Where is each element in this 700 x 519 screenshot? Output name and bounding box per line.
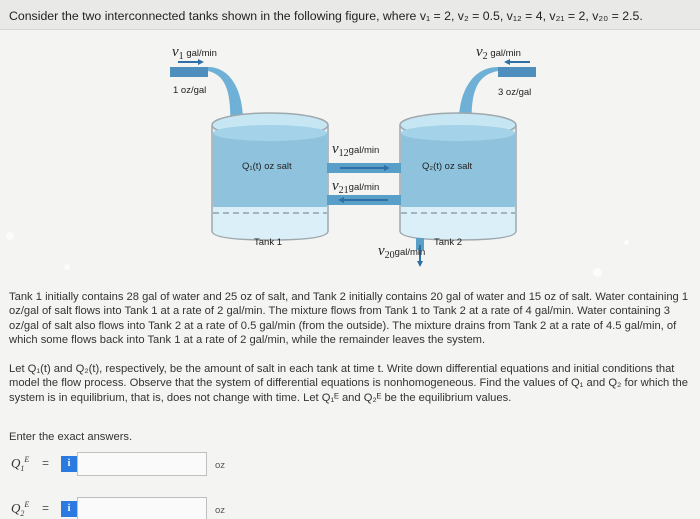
tank-2 <box>400 113 516 240</box>
q2-unit: oz <box>215 505 226 516</box>
q1-equilibrium-label: $Q_1^E$ <box>11 455 30 473</box>
q1-unit: oz <box>215 460 226 471</box>
answer-row-q1 <box>9 452 249 476</box>
v20-label: $v_{20}gal/\min$ <box>378 243 426 261</box>
problem-paragraph-2: Let Q₁(t) and Q₂(t), respectively, be the amount of salt in each tank at time t. Write down differential equations and initial conditions that model the flow process. Observe that the system of differential equations is nonhomogeneous. Find the values of Q₁ and Q₂ for which the system is in equilibrium, that is, does not change with time. Let Q₁ᴱ and Q₂ᴱ be the equilibrium values. <box>9 363 688 404</box>
v1-label: $v_1$ gal/min <box>172 44 217 62</box>
equals-sign: = <box>42 501 50 515</box>
q2-equilibrium-label: $Q_2^E$ <box>11 500 30 518</box>
inflow-pipe-2 <box>498 67 536 77</box>
v21-label: $v_{21}gal/\min$ <box>332 178 380 196</box>
q1-answer-input[interactable] <box>77 452 207 476</box>
q2-answer-input[interactable] <box>77 497 207 519</box>
tank-figure <box>120 35 590 275</box>
tank-1 <box>212 113 328 240</box>
inflow-pipe-1 <box>170 67 208 77</box>
glare-dot <box>64 264 70 270</box>
drain-arrowhead <box>417 261 423 267</box>
conc1-label: 1 oz/gal <box>173 85 207 96</box>
conc2-label: 3 oz/gal <box>498 87 532 98</box>
q2-label: Q₂(t) oz salt <box>422 161 473 172</box>
answer-instruction: Enter the exact answers. <box>9 431 133 443</box>
info-icon[interactable]: i <box>61 501 77 517</box>
glare-dot <box>593 268 602 277</box>
v2-label: $v_2$ gal/min <box>476 44 521 62</box>
tank2-label: Tank 2 <box>434 237 462 248</box>
glare-dot <box>6 232 14 240</box>
glare-dot <box>624 240 629 245</box>
tank1-label: Tank 1 <box>254 237 282 248</box>
question-intro: Consider the two interconnected tanks shown in the following figure, where <box>9 9 417 23</box>
q1-label: Q₁(t) oz salt <box>242 161 292 172</box>
answer-row-q2 <box>9 497 249 519</box>
equals-sign: = <box>42 456 50 470</box>
question-text <box>9 9 643 23</box>
problem-paragraph-1: Tank 1 initially contains 28 gal of water and 25 oz of salt, and Tank 2 initially contains 20 gal of water and 15 oz of salt. Water containing 1 oz/gal of salt flows into Tank 1 at a rate of 2 gal/min. The mixture flows from Tank 1 to Tank 2 at a rate of 4 gal/min. Water containing 3 oz/gal of salt also flows into Tank 2 at a rate of 0.5 gal/min (from the outside). The mixture drains from Tank 2 at a rate of 4.5 gal/min, of which some flows back into Tank 1 at a rate of 2 gal/min, while the remainder leaves the system. <box>9 291 689 346</box>
info-icon[interactable]: i <box>61 456 77 472</box>
question-params: v₁ = 2, v₂ = 0.5, v₁₂ = 4, v₂₁ = 2, v₂₀ = 2.5. <box>419 9 643 23</box>
v12-label: $v_{12}gal/\min$ <box>332 141 380 159</box>
